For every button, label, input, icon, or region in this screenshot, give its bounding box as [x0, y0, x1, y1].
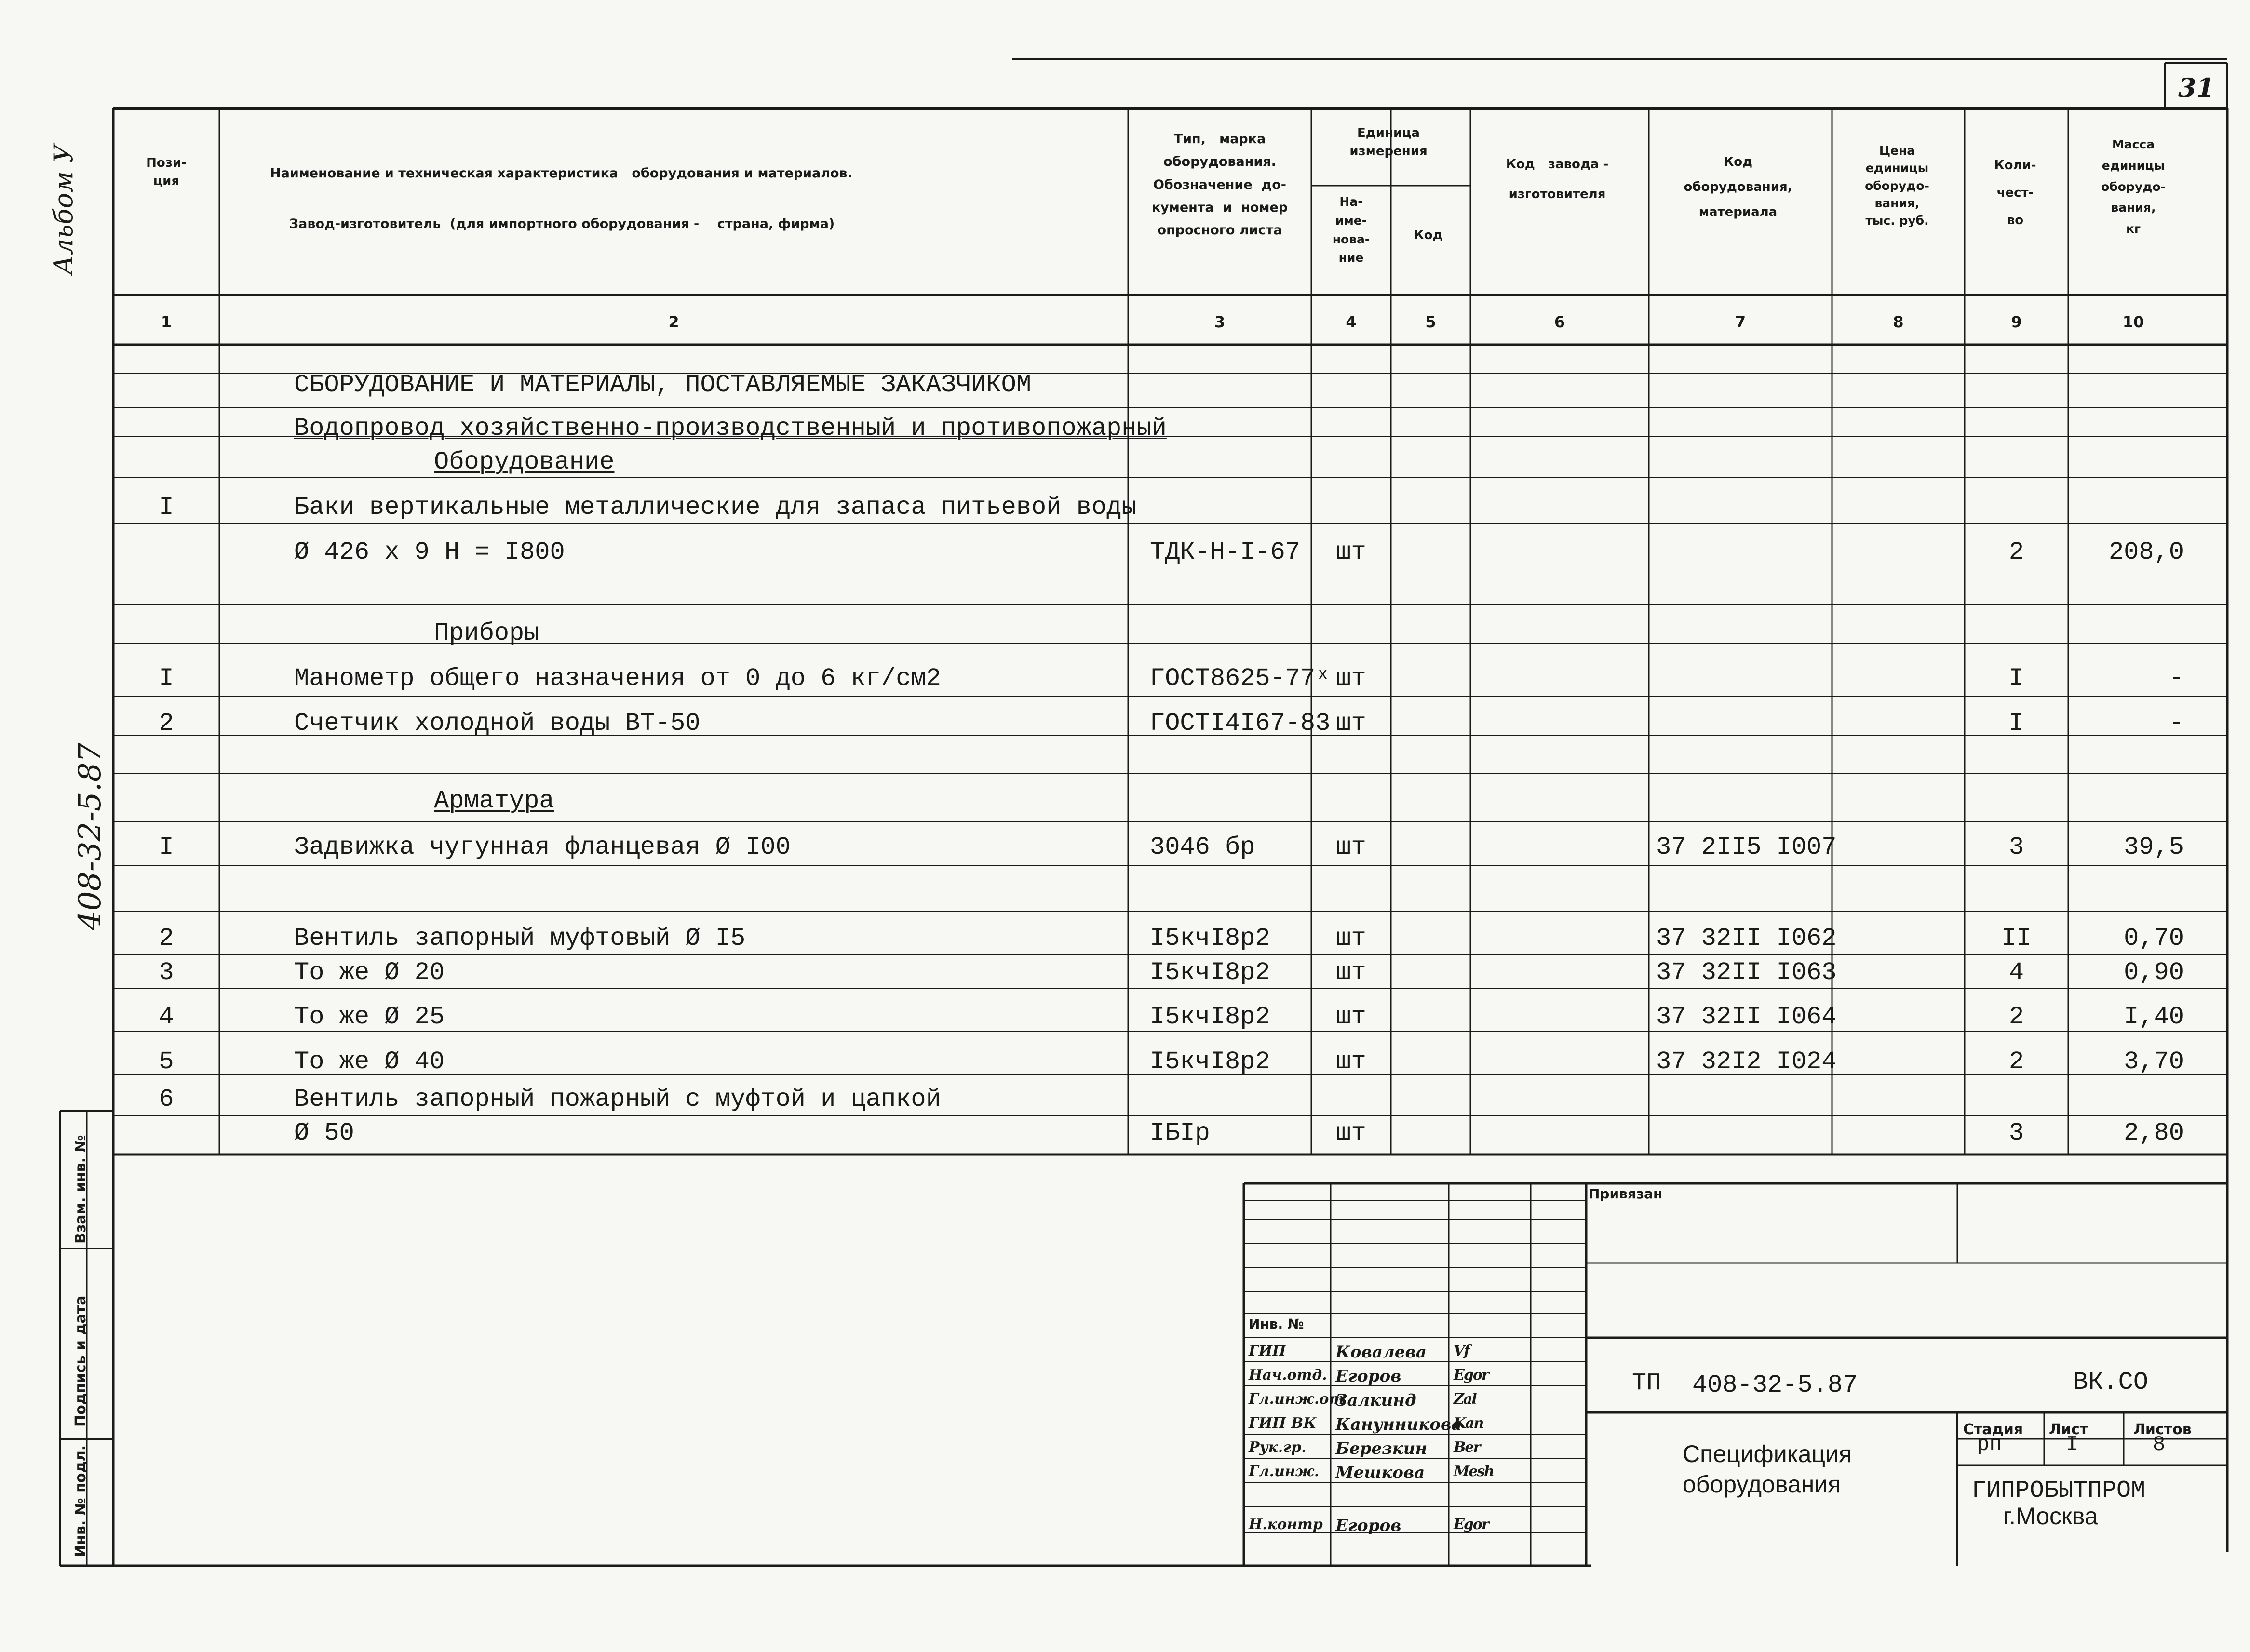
- row-name: Вентиль запорный муфтовый Ø I5: [294, 924, 746, 953]
- signatory-signature: Ber: [1454, 1439, 1480, 1456]
- header-type: Тип, марка оборудования. Обозначение до- кумента и номер опросного листа: [1151, 132, 1288, 238]
- header-price: Цена единицы оборудо- вания, тыс. руб.: [1865, 144, 1929, 228]
- sheet-code: ВК.СО: [2073, 1368, 2149, 1397]
- row-quantity: 2: [2008, 1003, 2024, 1031]
- column-number: 6: [1554, 313, 1565, 331]
- sheets-label: Листов: [2133, 1421, 2192, 1438]
- project-code: 408-32-5.87: [1692, 1371, 1858, 1399]
- row-quantity: 2: [2008, 538, 2024, 566]
- signatory-signature: Mesh: [1454, 1463, 1494, 1480]
- album-label: Альбом У: [48, 144, 79, 275]
- sheets-value: 8: [2153, 1433, 2166, 1457]
- row-equipment-code: 37 2II5 I007: [1656, 833, 1837, 861]
- stage-label: Стадия: [1963, 1421, 2023, 1438]
- row-quantity: 3: [2008, 1119, 2024, 1147]
- bound-label: Привязан: [1589, 1186, 1663, 1202]
- row-name: Задвижка чугунная фланцевая Ø I00: [294, 833, 791, 861]
- signatory-name: Ковалева: [1335, 1343, 1427, 1362]
- column-number: 2: [668, 313, 679, 331]
- row-equipment-code: 37 32II I064: [1656, 1003, 1837, 1031]
- signatory-name: Канунникова: [1335, 1415, 1462, 1434]
- row-position: 2: [159, 924, 174, 953]
- document-code-margin: 408-32-5.87: [72, 742, 108, 930]
- margin-label-inv-replace: Взам. инв. №: [72, 1135, 89, 1244]
- sheet-value: I: [2066, 1433, 2079, 1457]
- row-type: 3046 бр: [1150, 833, 1255, 861]
- row-type: ТДК-Н-I-67: [1150, 538, 1301, 566]
- header-unit-name: На- име- нова- ние: [1332, 195, 1370, 265]
- signatory-role: Нач.отд.: [1249, 1367, 1327, 1383]
- signatory-name: Березкин: [1335, 1439, 1428, 1458]
- row-quantity: I: [2008, 709, 2024, 738]
- signatory-signature: Kan: [1454, 1415, 1483, 1432]
- row-equipment-code: 37 32II I062: [1656, 924, 1837, 953]
- signatory-role: Гл.инж.от: [1249, 1391, 1345, 1408]
- signatory-signature: Egor: [1454, 1516, 1488, 1533]
- row-quantity: I: [2008, 664, 2024, 693]
- column-number: 5: [1425, 313, 1436, 331]
- row-mass: -: [2169, 664, 2184, 693]
- row-position: I: [159, 493, 174, 522]
- signatory-signature: Vf: [1454, 1343, 1469, 1359]
- project-prefix: ТП: [1632, 1370, 1661, 1397]
- row-mass: 208,0: [2108, 538, 2184, 566]
- row-type: I5кчI8р2: [1150, 1003, 1270, 1031]
- header-unit: Единица измерения: [1349, 126, 1428, 159]
- row-position: 3: [159, 958, 174, 987]
- row-mass: 0,90: [2124, 958, 2184, 987]
- header-quantity: Коли- чест- во: [1994, 158, 2036, 228]
- column-number: 7: [1735, 313, 1746, 331]
- row-name: То же Ø 25: [294, 1003, 445, 1031]
- row-name: Баки вертикальные металлические для запаса питьевой воды: [294, 493, 1137, 522]
- header-name-line1: Наименование и техническая характеристика оборудования и материалов.: [270, 166, 852, 181]
- row-name: Ø 426 x 9 H = I800: [294, 538, 565, 566]
- row-mass: -: [2169, 709, 2184, 738]
- row-type: IБIр: [1150, 1119, 1210, 1147]
- row-name: То же Ø 40: [294, 1048, 445, 1076]
- header-factory-code: Код завода - изготовителя: [1506, 157, 1609, 202]
- signatory-signature: Egor: [1454, 1367, 1488, 1383]
- margin-label-signature-date: Подпись и дата: [72, 1295, 89, 1427]
- signatory-signature: Zal: [1454, 1391, 1476, 1408]
- row-mass: 39,5: [2124, 833, 2184, 861]
- column-number: 4: [1346, 313, 1357, 331]
- header-unit-code: Код: [1414, 228, 1443, 242]
- margin-label-inv-orig: Инв. № подл.: [72, 1445, 89, 1557]
- row-position: 4: [159, 1003, 174, 1031]
- signatory-name: Залкинд: [1335, 1391, 1416, 1410]
- signatory-role: Рук.гр.: [1249, 1439, 1307, 1456]
- row-quantity: 3: [2008, 833, 2024, 861]
- row-equipment-code: 37 32II I063: [1656, 958, 1837, 987]
- row-type: I5кчI8р2: [1150, 958, 1270, 987]
- row-name: Вентиль запорный пожарный с муфтой и цапкой: [294, 1085, 941, 1114]
- header-name-line2: Завод-изготовитель (для импортного оборудования - страна, фирма): [289, 216, 835, 231]
- stage-value: рп: [1977, 1433, 2002, 1457]
- column-number: 3: [1214, 313, 1226, 331]
- row-name: Приборы: [434, 619, 539, 647]
- signatory-role: ГИП: [1249, 1343, 1286, 1359]
- header-mass: Масса единицы оборудо- вания, кг: [2101, 137, 2166, 236]
- row-unit: шт: [1336, 833, 1366, 861]
- row-unit: шт: [1336, 1119, 1366, 1147]
- row-type: ГОСТI4I67-83: [1150, 709, 1331, 738]
- row-type: I5кчI8р2: [1150, 1048, 1270, 1076]
- row-equipment-code: 37 32I2 I024: [1656, 1048, 1837, 1076]
- row-position: 2: [159, 709, 174, 738]
- row-unit: шт: [1336, 1048, 1366, 1076]
- column-number: 9: [2011, 313, 2022, 331]
- row-unit: шт: [1336, 1003, 1366, 1031]
- document-title: Спецификация оборудования: [1683, 1440, 1852, 1498]
- row-type: I5кчI8р2: [1150, 924, 1270, 953]
- row-name: Счетчик холодной воды ВТ-50: [294, 709, 701, 738]
- signatory-role: Гл.инж.: [1249, 1463, 1320, 1480]
- row-unit: шт: [1336, 924, 1366, 953]
- row-unit: шт: [1336, 709, 1366, 738]
- signatory-role: Н.контр: [1249, 1516, 1323, 1533]
- signatory-role: ГИП ВК: [1249, 1415, 1317, 1432]
- row-mass: 2,80: [2124, 1119, 2184, 1147]
- row-quantity: II: [2001, 924, 2032, 953]
- row-position: 5: [159, 1048, 174, 1076]
- signatory-name: Егоров: [1335, 1516, 1401, 1535]
- header-position: Пози- ция: [146, 156, 187, 188]
- organization-name: ГИПРОБЫТПРОМ: [1972, 1477, 2146, 1504]
- column-number: 1: [161, 313, 172, 331]
- row-mass: I,40: [2124, 1003, 2184, 1031]
- row-quantity: 2: [2008, 1048, 2024, 1076]
- signatory-name: Мешкова: [1335, 1463, 1425, 1482]
- signatory-name: Егоров: [1335, 1367, 1401, 1386]
- row-position: 6: [159, 1085, 174, 1114]
- row-unit: шт: [1336, 664, 1366, 693]
- row-position: I: [159, 833, 174, 861]
- row-type: ГОСТ8625-77ˣ: [1150, 664, 1331, 693]
- row-mass: 3,70: [2124, 1048, 2184, 1076]
- column-number: 8: [1893, 313, 1904, 331]
- row-name: То же Ø 20: [294, 958, 445, 987]
- row-name: СБОРУДОВАНИЕ И МАТЕРИАЛЫ, ПОСТАВЛЯЕМЫЕ ЗАКАЗЧИКОМ: [294, 371, 1032, 399]
- row-name: Водопровод хозяйственно-производственный и противопожарный: [294, 414, 1167, 443]
- row-name: Оборудование: [434, 448, 615, 476]
- organization-city: г.Москва: [2003, 1503, 2098, 1530]
- column-number: 10: [2122, 313, 2144, 331]
- row-mass: 0,70: [2124, 924, 2184, 953]
- inv-label: Инв. №: [1249, 1316, 1304, 1332]
- page-number: 31: [2178, 72, 2215, 103]
- row-name: Манометр общего назначения от 0 до 6 кг/см2: [294, 664, 941, 693]
- row-position: I: [159, 664, 174, 693]
- header-equipment-code: Код оборудования, материала: [1684, 155, 1792, 219]
- row-name: Арматура: [434, 787, 554, 815]
- row-quantity: 4: [2008, 958, 2024, 987]
- sheet-label: Лист: [2049, 1421, 2088, 1438]
- row-name: Ø 50: [294, 1119, 354, 1147]
- row-unit: шт: [1336, 538, 1366, 566]
- row-unit: шт: [1336, 958, 1366, 987]
